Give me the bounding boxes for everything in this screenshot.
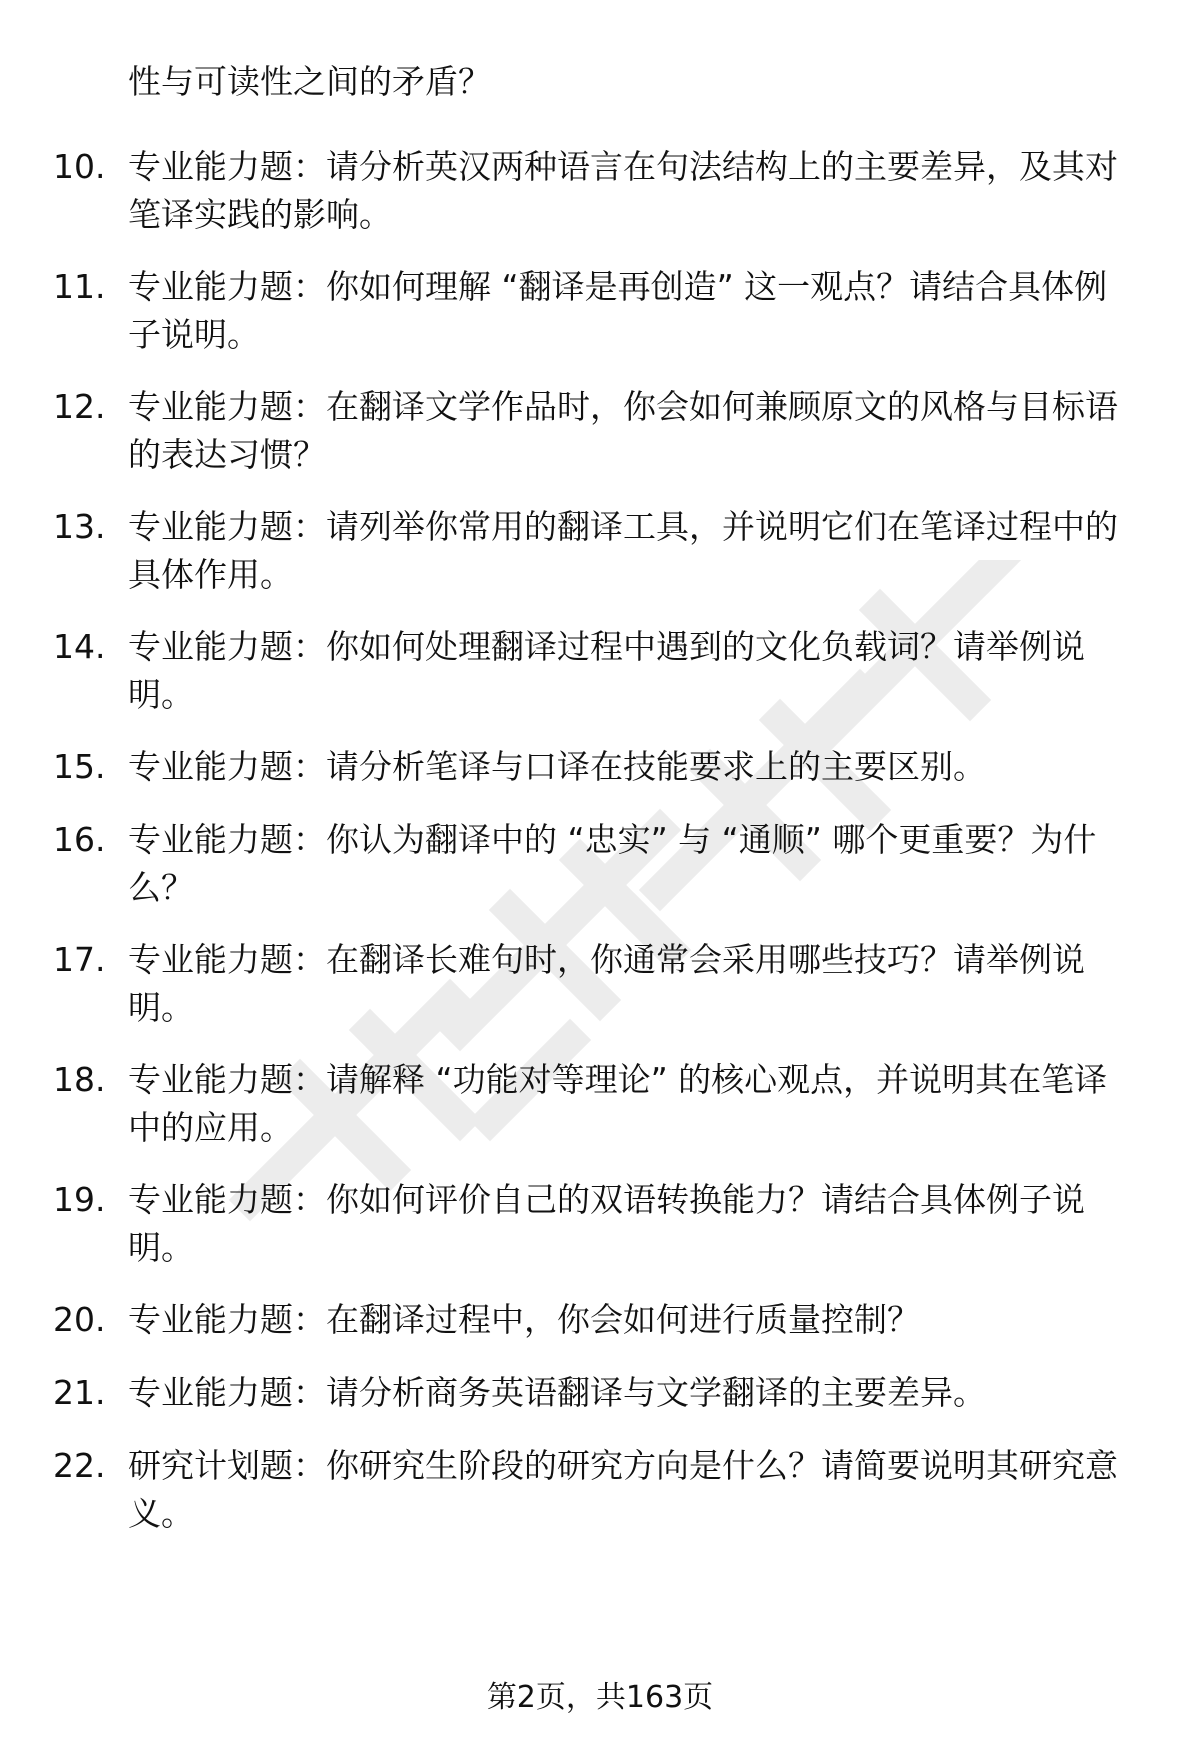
question-item — [0, 143, 1200, 263]
question-number: 15. — [53, 747, 106, 786]
question-item — [0, 383, 1200, 503]
question-item — [0, 503, 1200, 623]
question-number: 16. — [53, 820, 106, 859]
question-list — [0, 143, 1200, 1562]
continued-question-text: 性与可读性之间的矛盾？ — [128, 62, 491, 101]
question-item — [0, 743, 1200, 816]
question-item — [0, 1056, 1200, 1176]
question-text: 专业能力题：在翻译文学作品时，你会如何兼顾原文的风格与目标语的表达习惯？ — [128, 387, 1118, 474]
page-footer: 第2页，共163页 — [486, 1680, 714, 1715]
question-item — [0, 1296, 1200, 1369]
question-number: 22. — [53, 1446, 106, 1485]
question-item — [0, 936, 1200, 1056]
question-text: 专业能力题：你认为翻译中的 “忠实” 与 “通顺” 哪个更重要？为什么？ — [128, 820, 1097, 907]
question-text: 专业能力题：你如何处理翻译过程中遇到的文化负载词？请举例说明。 — [128, 627, 1085, 714]
question-item — [0, 263, 1200, 383]
question-number: 10. — [53, 147, 106, 186]
question-item — [0, 1369, 1200, 1442]
question-number: 20. — [53, 1300, 106, 1339]
question-text: 专业能力题：请分析商务英语翻译与文学翻译的主要差异。 — [128, 1373, 986, 1412]
question-number: 11. — [53, 267, 106, 306]
question-number: 12. — [53, 387, 106, 426]
question-item — [0, 816, 1200, 936]
question-item — [0, 1442, 1200, 1562]
question-number: 19. — [53, 1180, 106, 1219]
question-text: 专业能力题：在翻译长难句时，你通常会采用哪些技巧？请举例说明。 — [128, 940, 1085, 1027]
question-text: 专业能力题：在翻译过程中，你会如何进行质量控制？ — [128, 1300, 920, 1339]
question-item — [0, 1176, 1200, 1296]
question-number: 13. — [53, 507, 106, 546]
question-text: 专业能力题：请列举你常用的翻译工具，并说明它们在笔译过程中的具体作用。 — [128, 507, 1118, 594]
question-text: 专业能力题：请分析英汉两种语言在句法结构上的主要差异，及其对笔译实践的影响。 — [128, 147, 1118, 234]
question-number: 17. — [53, 940, 106, 979]
question-text: 专业能力题：你如何评价自己的双语转换能力？请结合具体例子说明。 — [128, 1180, 1085, 1267]
question-number: 21. — [53, 1373, 106, 1412]
question-item — [0, 623, 1200, 743]
question-number: 18. — [53, 1060, 106, 1099]
question-text: 专业能力题：请解释 “功能对等理论” 的核心观点，并说明其在笔译中的应用。 — [128, 1060, 1108, 1147]
question-text: 专业能力题：请分析笔译与口译在技能要求上的主要区别。 — [128, 747, 986, 786]
question-text: 专业能力题：你如何理解 “翻译是再创造” 这一观点？请结合具体例子说明。 — [128, 267, 1108, 354]
question-text: 研究计划题：你研究生阶段的研究方向是什么？请简要说明其研究意义。 — [128, 1446, 1118, 1533]
question-number: 14. — [53, 627, 106, 666]
